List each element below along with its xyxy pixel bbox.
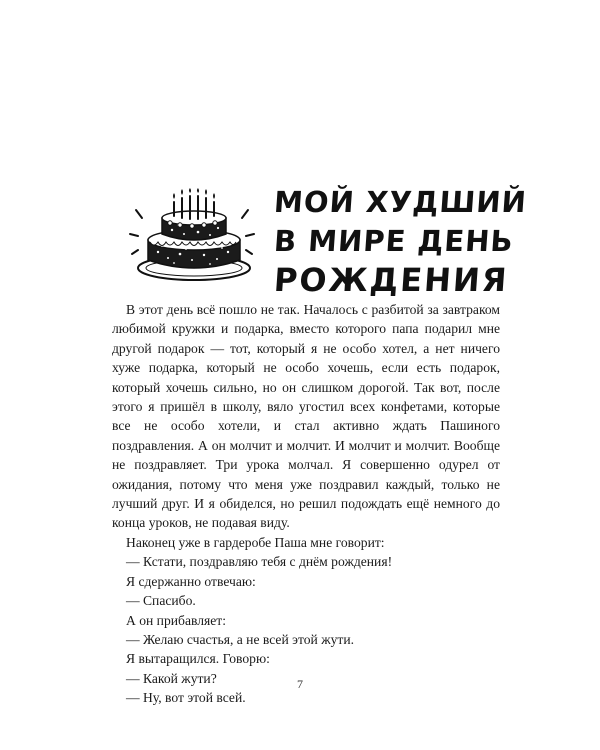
dialogue-line-6: Я вытаращился. Говорю: <box>126 651 270 667</box>
chapter-title-line-2: В МИРЕ ДЕНЬ <box>272 224 515 258</box>
dialogue-line-7: — Какой жути? <box>126 670 217 686</box>
chapter-title <box>272 185 574 299</box>
chapter-title-line-3: РОЖДЕНИЯ <box>272 261 510 299</box>
dialogue-line-5: — Желаю счастья, а не всей этой жути. <box>126 631 354 647</box>
dialogue-line-3: — Спасибо. <box>126 593 196 609</box>
paragraph-2: Наконец уже в гардеробе Паша мне говорит: <box>126 534 385 550</box>
dialogue-line-1: — Кстати, поздравляю тебя с днём рождения! <box>126 554 393 570</box>
body-text <box>112 300 500 708</box>
dialogue-line-2: Я сдержанно отвечаю: <box>126 573 256 589</box>
page-number: 7 <box>297 677 303 691</box>
birthday-cake-icon <box>122 188 262 288</box>
dialogue-line-8: — Ну, вот этой всей. <box>126 690 246 706</box>
dialogue-line-4: А он прибавляет: <box>126 612 227 628</box>
paragraph-1: В этот день всё пошло не так. Началось с разбитой за завтраком любимой кружки и подарка, вместо которого папа подарил мне другой подарок — тот, который я не особо хотел, а нет ничего хуже подарка, который не особо хочешь, если есть подарок, который хочешь сильно, но он слишком дорогой. Так вот, после этого я пришёл в школу, вяло угостил всех конфетами, которые все не особо хотели, и стал активно ждать Пашиного поздравления. А он молчит и молчит. И молчит и молчит. Вообще не поздравляет. Три урока молчал. Я совершенно одурел от ожидания, потому что меня уже поздравил каждый, только не лучший друг. И я обиделся, но решил подождать ещё немного до конца уроков, не подавая виду. <box>112 302 500 531</box>
chapter-title-line-1: МОЙ ХУДШИЙ <box>272 185 529 219</box>
